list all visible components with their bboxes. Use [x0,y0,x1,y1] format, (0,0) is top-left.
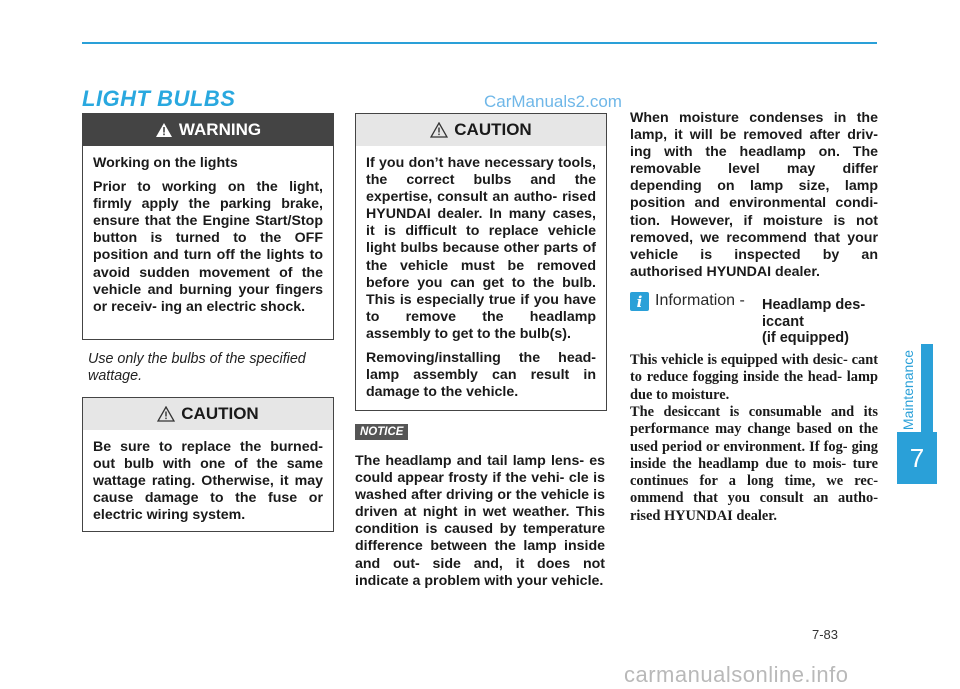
caution-box-2 [355,113,607,411]
caution-text-2a: If you don’t have necessary tools, the correct bulbs and the expertise, consult an autho- rised HYUNDAI dealer. In many cases, it is difficult to replace vehicle light bulbs because other parts of the vehicle must be removed before you can get to the bulb. This is especially true if you have to remove the headlamp assembly to get to the bulb(s). [366,155,596,342]
desiccant-paragraph-1: This vehicle is equipped with desic- cant to reduce fogging inside the head- lamp due to moisture. [630,352,878,403]
caution-text-2b: Removing/installing the head- lamp assembly can result in damage to the vehicle. [366,350,596,401]
warning-box [82,113,334,340]
warning-header [83,114,333,146]
chapter-number: 7 [897,432,937,484]
warning-header-label: WARNING [178,120,262,139]
bulb-wattage-note: Use only the bulbs of the specified wattage. [88,351,306,384]
information-header [630,292,745,311]
information-subtitle-equipped: (if equipped) [762,330,849,346]
caution-header-label-2: CAUTION [454,120,532,139]
page-number: 7-83 [812,627,839,642]
caution-triangle-icon [157,406,175,422]
caution-text-1: Be sure to replace the burned- out bulb with one of the same wattage rating. Otherwise, it may cause damage to the fuse or electric wiring system. [93,439,323,524]
desiccant-paragraph-2: The desiccant is consumable and its performance may change based on the used period or environment. If fog- ging inside the headlamp due to mois- ture continues for a long time, we rec- ommend that you consult an autho- rised HYUNDAI dealer. [630,404,878,524]
warning-text: Prior to working on the light, firmly apply the parking brake, ensure that the Engine Start/Stop button is turned to the OFF position and turn off the lights to avoid sudden movement of the vehicle and burning your fingers or receiv- ing an electric shock. [93,179,323,315]
caution-header-label-1: CAUTION [181,404,259,423]
warning-triangle-icon [155,122,173,138]
warning-heading: Working on the lights [93,155,238,171]
chapter-side-label [896,340,920,440]
information-subtitle: Headlamp des- iccant [762,297,866,330]
chapter-side-label-text: Maintenance [900,349,916,431]
caution-body-2 [356,146,606,409]
moisture-text: When moisture condenses in the lamp, it will be removed after driv- ing with the headlamp on. The removable level may differ depending on lamp size, lamp position and environmental condi- tion. However, if moisture is not removed, we recommend that your vehicle is inspected by an authorised HYUNDAI dealer. [630,110,878,280]
information-icon: i [630,292,649,311]
watermark: CarManuals2.com [484,92,622,111]
section-title: LIGHT BULBS [82,86,236,111]
caution-header-1 [83,398,333,430]
chapter-tab-strip [921,344,933,436]
caution-body-1 [83,430,333,532]
caution-header-2 [356,114,606,146]
notice-text: The headlamp and tail lamp lens- es could appear frosty if the vehi- cle is washed after driving or the vehicle is driven at night in wet weather. This condition is caused by temperature difference between the lamp inside and out- side and, it does not indicate a problem with your vehicle. [355,453,605,589]
notice-badge: NOTICE [355,424,408,440]
caution-box-1 [82,397,334,532]
top-rule [82,42,877,44]
information-label: Information - [655,292,745,309]
footer-watermark: carmanualsonline.info [624,662,849,687]
warning-body [83,146,333,324]
caution-triangle-icon [430,122,448,138]
